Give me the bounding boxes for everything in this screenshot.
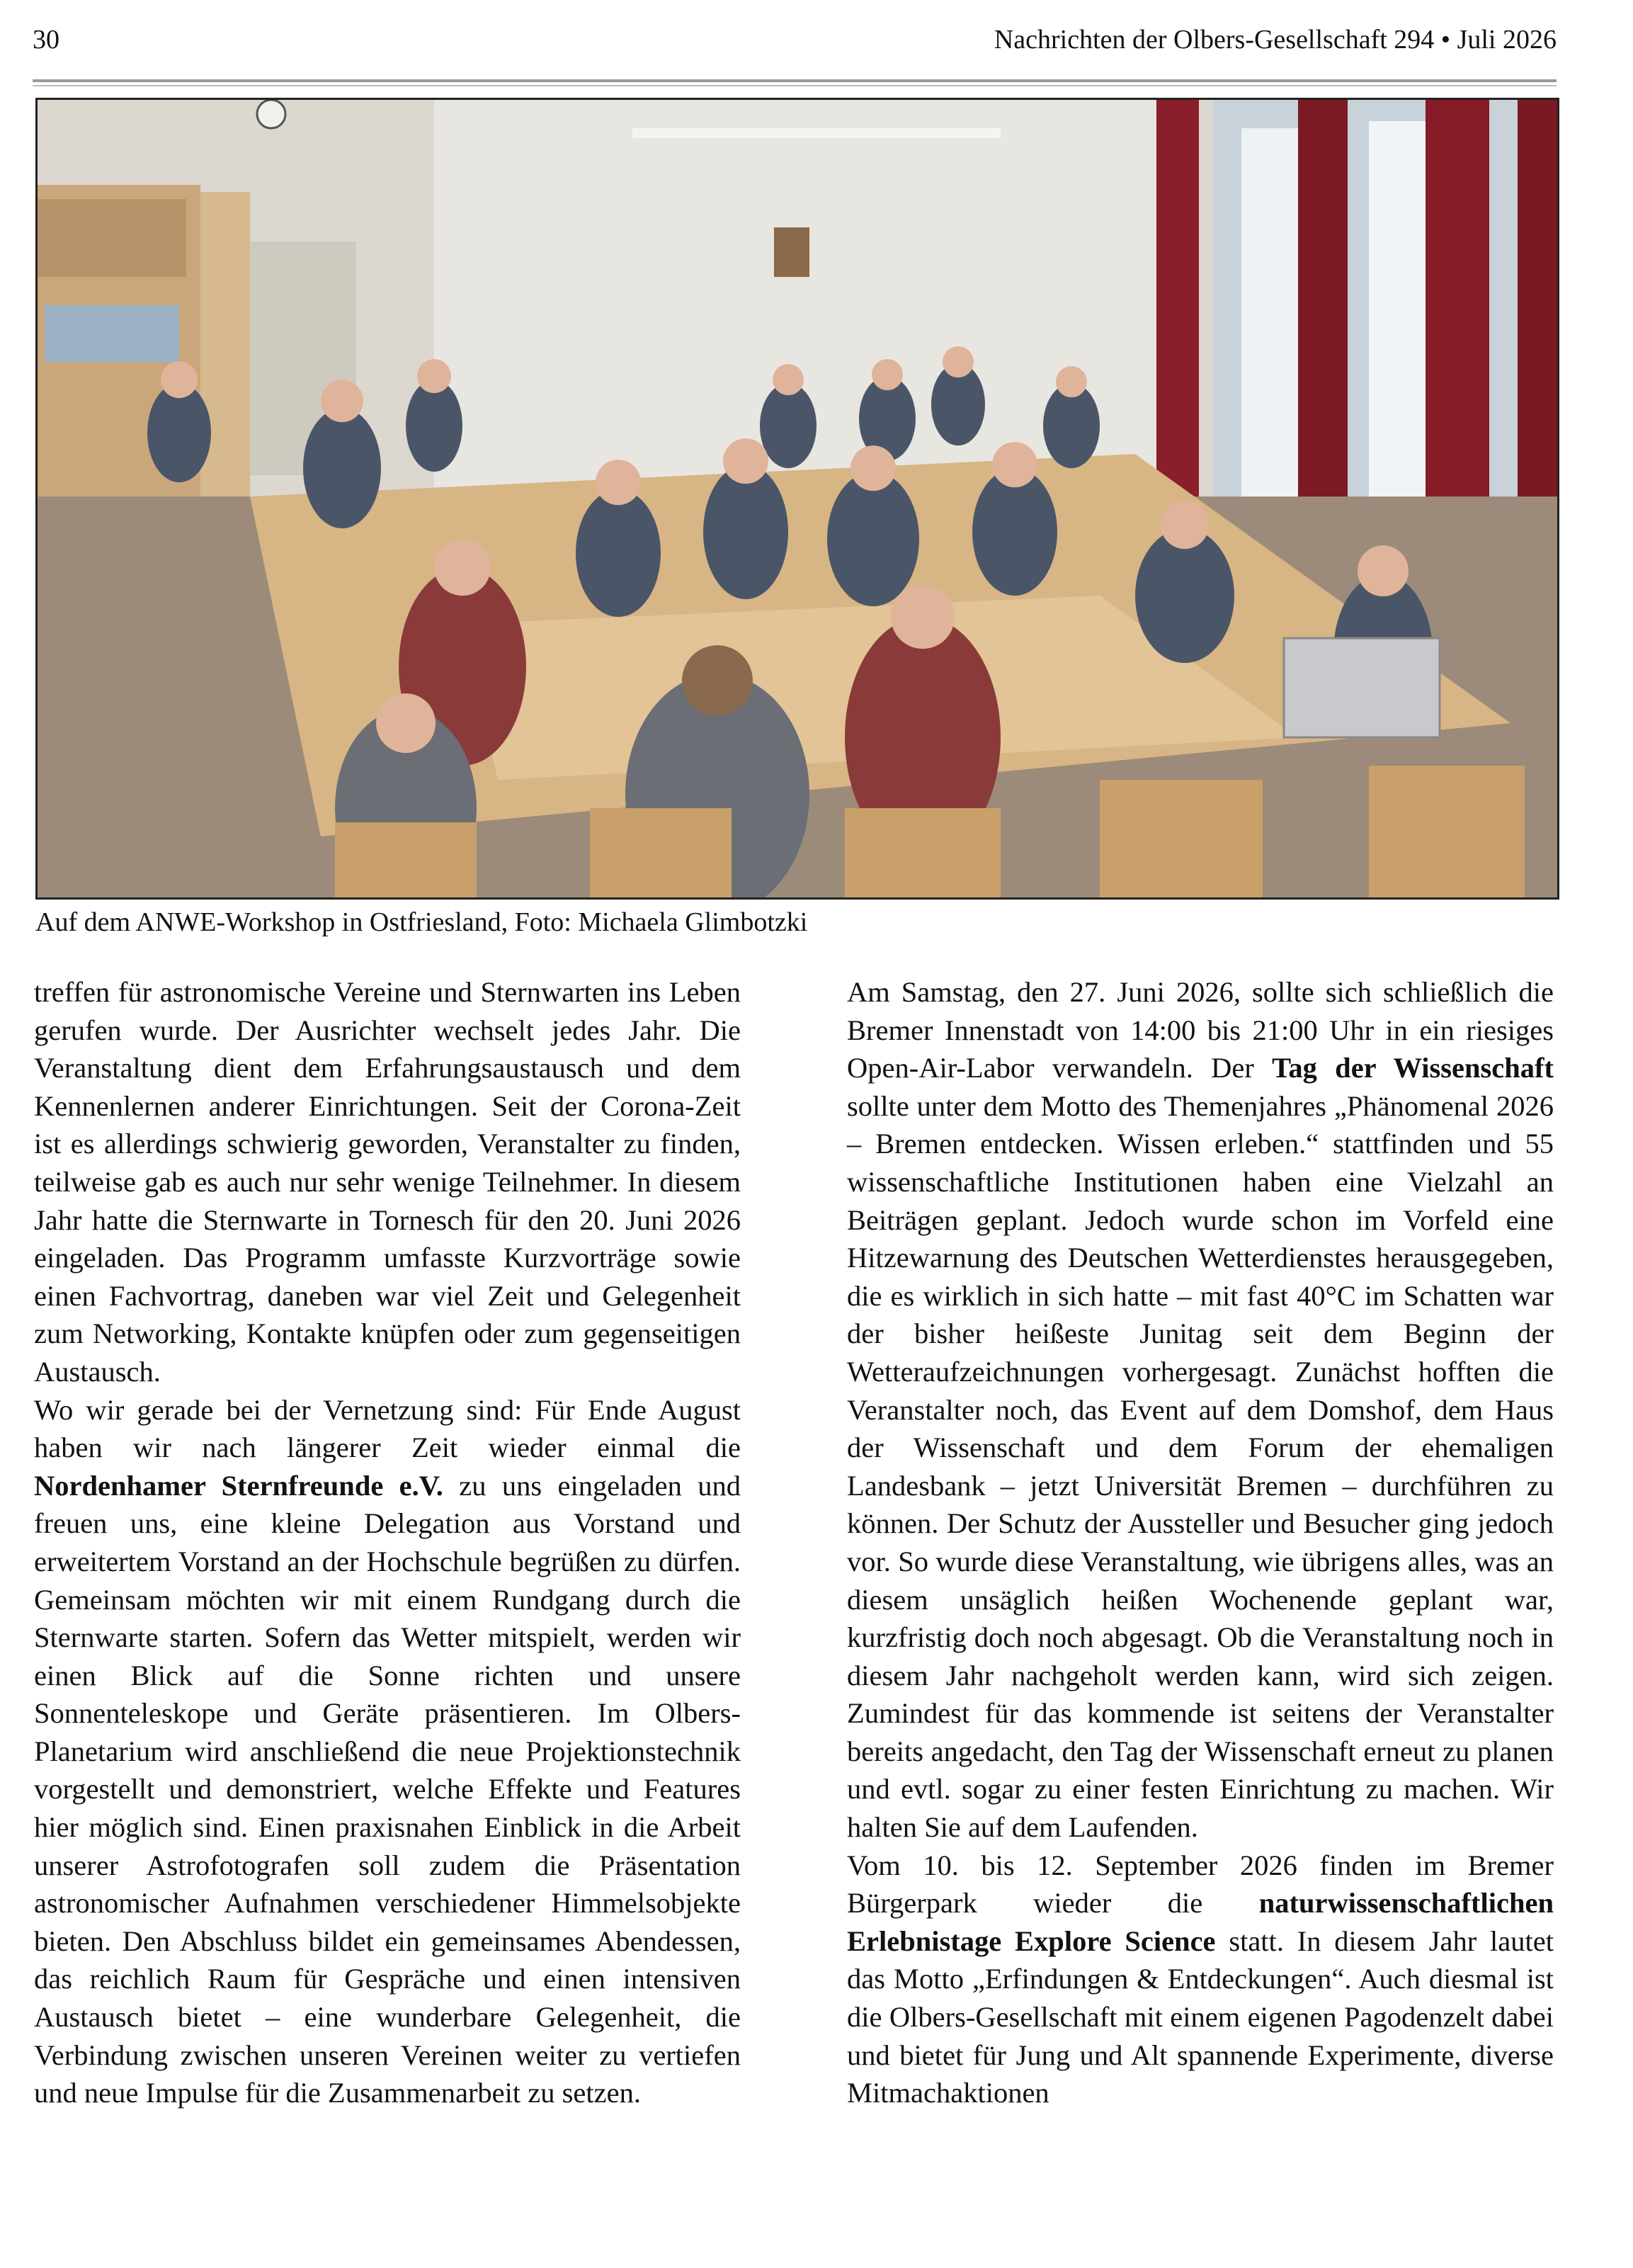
left-p2-text-end: zu uns eingeladen und freuen uns, eine kleine Delegation aus Vorstand und erweitertem Vorstand an der Hochschule begrüßen zu dürfen. Gemeinsam möchten wir mit einem Rundgang durch die Sternwarte starten. Sofern das Wetter mitspielt, werden wir einen Blick auf die Sonne richten und unsere Sonnenteleskope und Geräte präsentieren. Im Olbers-Planetarium wird anschließend die neue Projektionstechnik vorgestellt und demonstriert, welche Effekte und Features hier möglich sind. Einen praxisnahen Einblick in die Arbeit unserer Astrofotografen soll zudem die Präsentation astronomischer Aufnahmen verschiedener Himmelsobjekte bieten. Den Abschluss bildet ein gemeinsames Abendessen, das reichlich Raum für Gespräche und einen intensiven Austausch bietet – eine wunderbare Gelegenheit, die Verbindung zwischen unseren Vereinen weiter zu vertiefen und neue Impulse für die Zusammenarbeit zu setzen. <box>34 1469 741 2109</box>
right-p2-bold: naturwissenschaftlichen Erlebnistage Explore Science <box>847 1887 1554 1957</box>
header-rule <box>33 79 1557 82</box>
left-column <box>34 973 741 2112</box>
right-column <box>847 973 1554 2112</box>
left-paragraph-2 <box>34 1391 741 2112</box>
right-p1-text-start: Am Samstag, den 27. Juni 2026, sollte sich schließlich die Bremer Innenstadt von 14:00 bis 21:00 Uhr in ein riesiges Open-Air-Labor verwandeln. Der <box>847 976 1554 1084</box>
right-p2-text-start: Vom 10. bis 12. September 2026 finden im Bremer Bürgerpark wieder die <box>847 1849 1554 1920</box>
workshop-photo <box>35 98 1559 900</box>
right-p1-bold: Tag der Wissenschaft <box>1272 1052 1554 1084</box>
workshop-photo-illustration <box>38 100 1557 897</box>
left-p2-bold: Nordenhamer Sternfreunde e.V. <box>34 1469 443 1502</box>
running-head: Nachrichten der Olbers-Gesellschaft 294 • Juli 2026 <box>994 25 1557 55</box>
left-paragraph-1: treffen für astronomische Vereine und Sternwarten ins Leben gerufen wurde. Der Ausrichter wechselt jedes Jahr. Die Veranstaltung dient dem Erfahrungsaustausch und dem Kennenlernen anderer Einrichtungen. Seit der Corona-Zeit ist es allerdings schwierig geworden, Veranstalter zu finden, teilweise gab es auch nur sehr wenige Teilnehmer. In diesem Jahr hatte die Sternwarte in Tornesch für den 20. Juni 2026 eingeladen. Das Programm umfasste Kurzvorträge sowie einen Fachvortrag, daneben war viel Zeit und Gelegenheit zum Networking, Kontakte knüpfen oder zum gegenseitigen Austausch. <box>34 976 741 1388</box>
right-p1-text-end: sollte unter dem Motto des Themenjahres „Phänomenal 2026 – Bremen entdecken. Wissen erleben.“ stattfinden und 55 wissenschaftliche Institutionen haben eine Vielzahl an Beiträgen geplant. Jedoch wurde schon im Vorfeld eine Hitzewarnung des Deutschen Wetterdienstes herausgegeben, die es wirklich in sich hatte – mit fast 40°C im Schatten war der bisher heißeste Junitag seit dem Beginn der Wetteraufzeichnungen vorhergesagt. Zunächst hofften die Veranstalter noch, das Event auf dem Domshof, dem Haus der Wissenschaft und dem Forum der ehemaligen Landesbank – jetzt Universität Bremen – durchführen zu können. Der Schutz der Aussteller und Besucher ging jedoch vor. So wurde diese Veranstaltung, wie übrigens alles, was an diesem unsäglich heißen Wochenende geplant war, kurzfristig doch noch abgesagt. Ob die Veranstaltung noch in diesem Jahr nachgeholt werden kann, wird sich zeigen. Zumindest für das kommende ist seitens der Veranstalter bereits angedacht, den Tag der Wissenschaft erneut zu planen und evtl. sogar zu einer festen Einrichtung zu machen. Wir halten Sie auf dem Laufenden. <box>847 1089 1554 1844</box>
right-p2-text-end: statt. In diesem Jahr lautet das Motto „Erfindungen & Entdeckungen“. Auch diesmal ist die Olbers-Gesellschaft mit einem eigenen Pagodenzelt dabei und bietet für Jung und Alt spannende Experimente, diverse Mitmachaktionen <box>847 1924 1554 2109</box>
header-rule-thin <box>33 85 1557 86</box>
left-p2-text-start: Wo wir gerade bei der Vernetzung sind: Für Ende August haben wir nach längerer Zeit wieder einmal die <box>34 1393 741 1464</box>
photo-caption: Auf dem ANWE-Workshop in Ostfriesland, Foto: Michaela Glimbotzki <box>35 907 808 937</box>
right-paragraph-1 <box>847 973 1554 1847</box>
page-number: 30 <box>33 25 59 55</box>
right-paragraph-2 <box>847 1847 1554 2112</box>
